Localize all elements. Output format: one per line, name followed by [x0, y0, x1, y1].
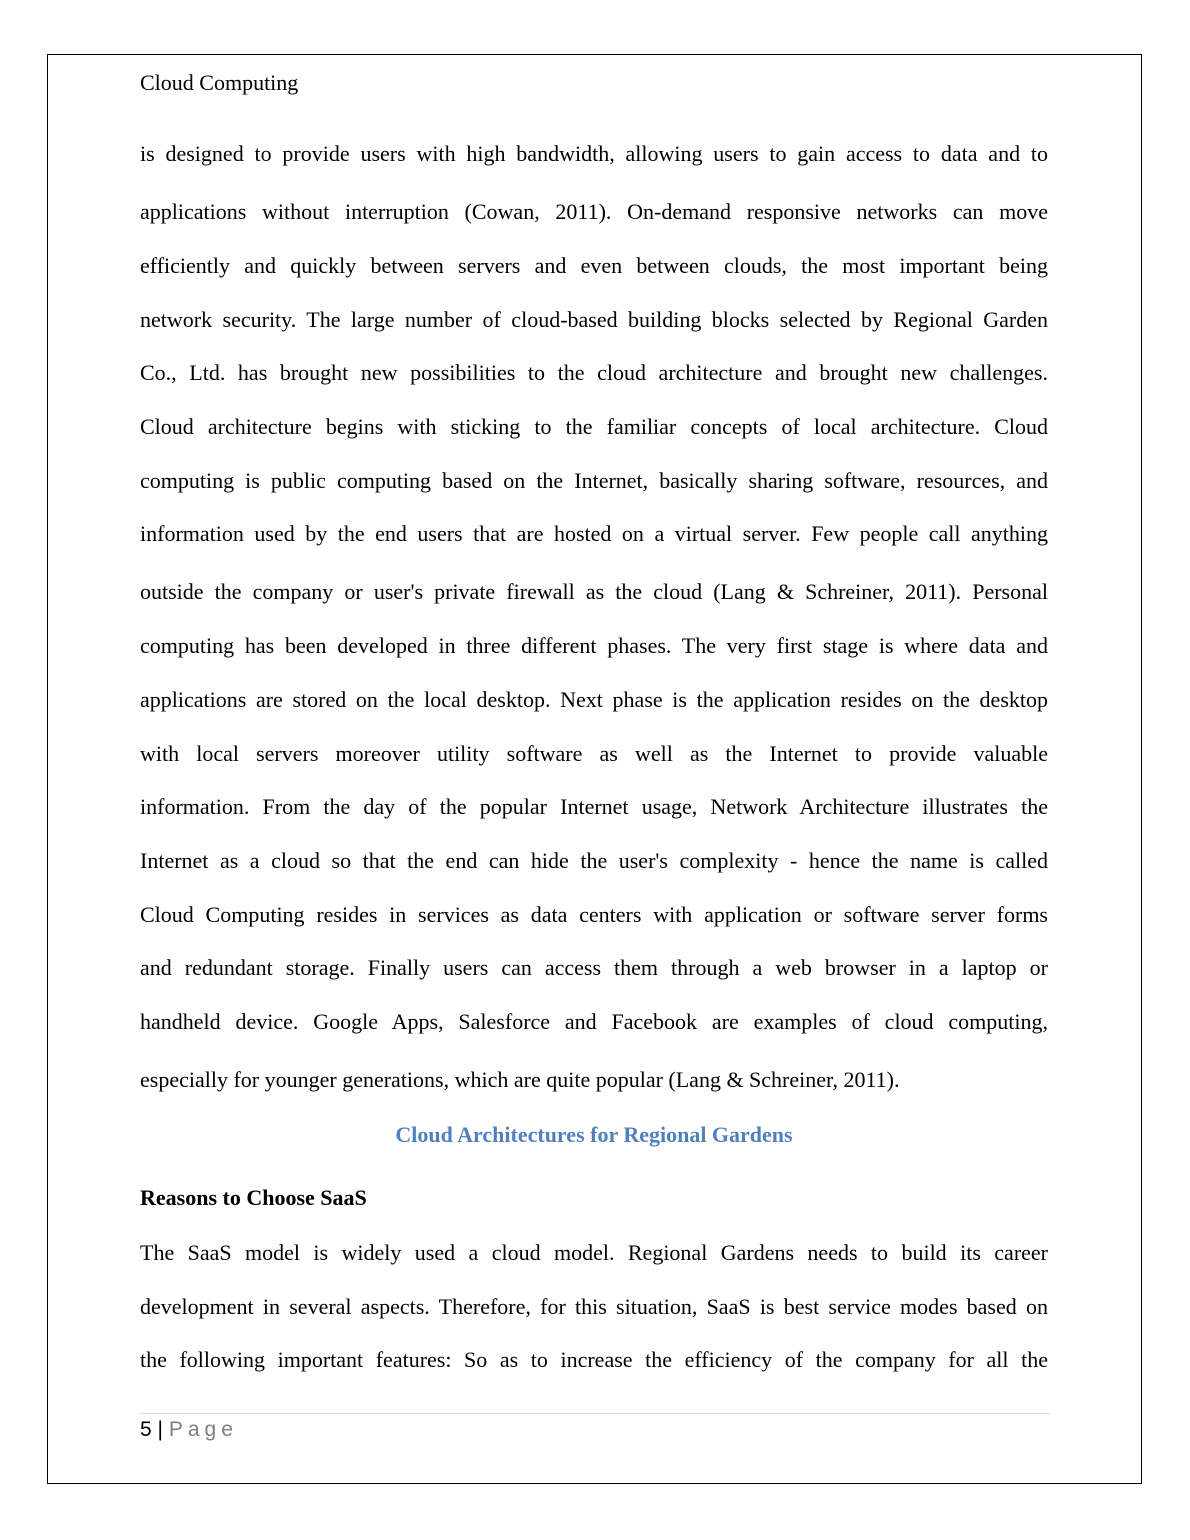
running-header: Cloud Computing — [140, 70, 299, 95]
footer-divider — [140, 1413, 1050, 1414]
body-line: with local servers moreover utility software as well as the Internet to provide valuable — [140, 741, 1048, 766]
page-footer — [140, 1418, 238, 1442]
body-line: handheld device. Google Apps, Salesforce and Facebook are examples of cloud computing, — [140, 1009, 1048, 1034]
body-line: especially for younger generations, which are quite popular (Lang & Schreiner, 2011). — [140, 1067, 900, 1092]
body-line: information. From the day of the popular Internet usage, Network Architecture illustrates the — [140, 794, 1048, 819]
body-line: Cloud architecture begins with sticking to the familiar concepts of local architecture. Cloud — [140, 414, 1048, 439]
body-line: efficiently and quickly between servers and even between clouds, the most important being — [140, 253, 1048, 278]
body-line: The SaaS model is widely used a cloud model. Regional Gardens needs to build its career — [140, 1240, 1048, 1265]
body-line: information used by the end users that are hosted on a virtual server. Few people call anything — [140, 521, 1048, 546]
body-line: computing is public computing based on the Internet, basically sharing software, resources, and — [140, 468, 1048, 493]
body-line: Internet as a cloud so that the end can hide the user's complexity - hence the name is called — [140, 848, 1048, 873]
body-line: applications without interruption (Cowan, 2011). On-demand responsive networks can move — [140, 199, 1048, 224]
body-line: is designed to provide users with high bandwidth, allowing users to gain access to data and to — [140, 141, 1048, 166]
body-line: network security. The large number of cloud-based building blocks selected by Regional Garden — [140, 307, 1048, 332]
page-number: 5 — [140, 1418, 152, 1441]
body-line: Co., Ltd. has brought new possibilities to the cloud architecture and brought new challenges. — [140, 360, 1048, 385]
subsection-heading: Reasons to Choose SaaS — [140, 1185, 367, 1210]
footer-separator: | — [157, 1418, 163, 1441]
body-line: development in several aspects. Therefore, for this situation, SaaS is best service modes based on — [140, 1294, 1048, 1319]
body-line: and redundant storage. Finally users can access them through a web browser in a laptop or — [140, 955, 1048, 980]
body-line: outside the company or user's private firewall as the cloud (Lang & Schreiner, 2011). Personal — [140, 579, 1048, 604]
body-line: computing has been developed in three different phases. The very first stage is where data and — [140, 633, 1048, 658]
page-label: Page — [168, 1418, 238, 1441]
body-line: Cloud Computing resides in services as data centers with application or software server forms — [140, 902, 1048, 927]
body-line: the following important features: So as to increase the efficiency of the company for all the — [140, 1347, 1048, 1372]
body-line: applications are stored on the local desktop. Next phase is the application resides on the desktop — [140, 687, 1048, 712]
section-heading: Cloud Architectures for Regional Gardens — [395, 1122, 793, 1147]
